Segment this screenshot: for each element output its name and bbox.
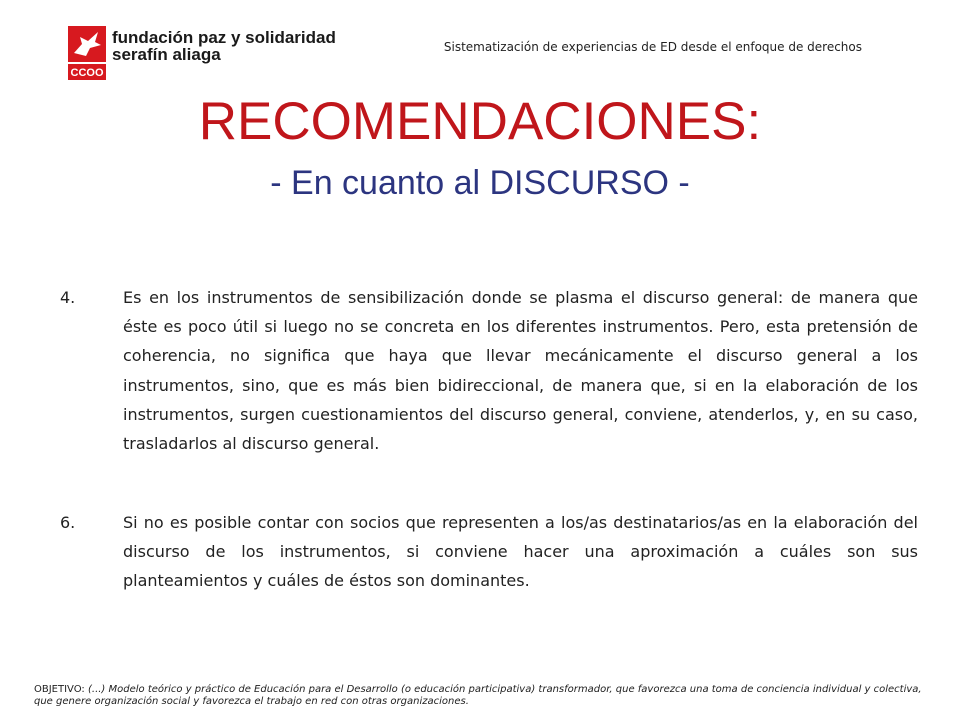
logo-mark-text: CCOO xyxy=(70,67,104,79)
recommendation-item xyxy=(60,508,918,596)
footer-objective xyxy=(34,684,926,708)
page-title: RECOMENDACIONES: xyxy=(198,92,762,151)
logo xyxy=(68,26,368,82)
foundation-name-line2: serafín aliaga xyxy=(112,45,221,64)
recommendation-item xyxy=(60,283,918,458)
item-text: Si no es posible contar con socios que representen a los/as destinatarios/as en la elaboración del discurso de los instrumentos, si conviene hacer una aproximación a cuáles son sus planteamientos y cuáles de éstos son dominantes. xyxy=(123,513,918,591)
header-subtitle: Sistematización de experiencias de ED desde el enfoque de derechos xyxy=(443,40,862,54)
item-number: 4. xyxy=(60,288,76,307)
foundation-name xyxy=(112,29,336,63)
footer-text: (...) Modelo teórico y práctico de Educación para el Desarrollo (o educación participativa) transformador, que favorezca una toma de conciencia individual y colectiva, que genere organización social y favorezca el trabajo en red con otras organizaciones. xyxy=(34,684,922,707)
item-text: Es en los instrumentos de sensibilización donde se plasma el discurso general: de manera que éste es poco útil si luego no se concreta en los diferentes instrumentos. Pero, esta pretensión de coherencia, no significa que haya que llevar mecánicamente el discurso general a los instrumentos, sino, que es más bien bidireccional, de manera que, si en la elaboración de los instrumentos, surgen cuestionamientos del discurso general, conviene, atenderlos, y, en su caso, trasladarlos al discurso general. xyxy=(123,288,918,454)
ccoo-logo-icon xyxy=(68,26,106,80)
item-number: 6. xyxy=(60,513,76,532)
foundation-name-line1: fundación paz y solidaridad xyxy=(112,28,336,47)
footer-label: OBJETIVO: xyxy=(34,684,85,695)
page-subtitle: - En cuanto al DISCURSO - xyxy=(270,164,690,202)
